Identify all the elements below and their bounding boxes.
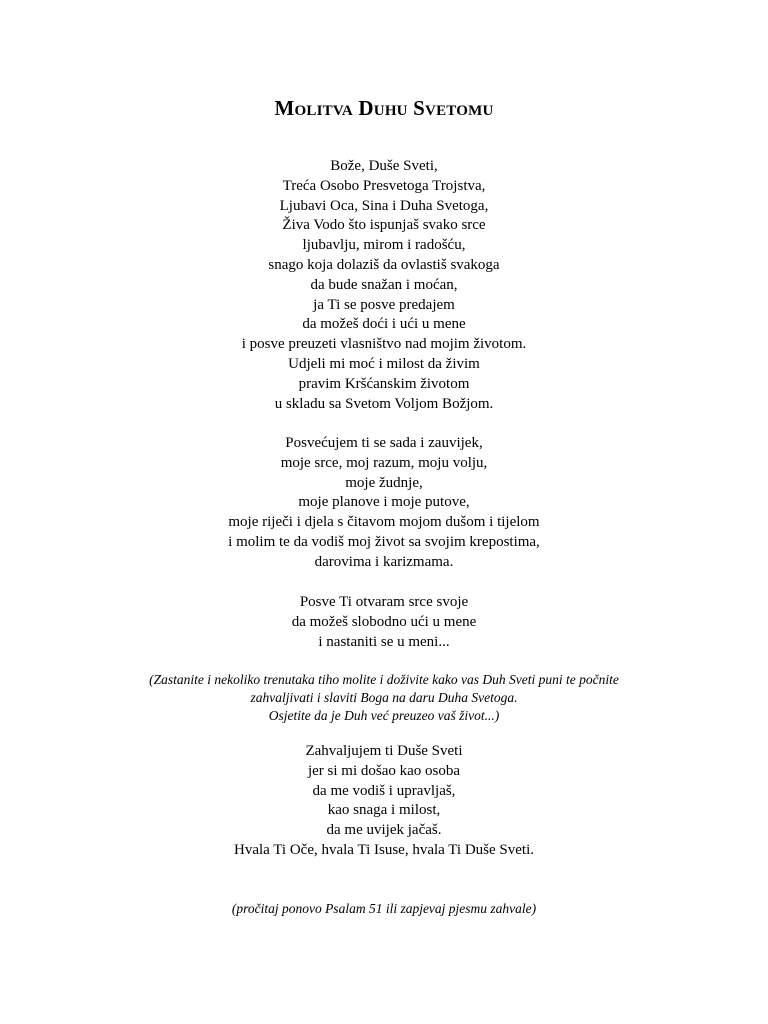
stanza-line: moje žudnje, bbox=[345, 474, 423, 491]
stanza-line: Živa Vodo što ispunjaš svako srce bbox=[282, 217, 486, 234]
stanza-line: Ljubavi Oca, Sina i Duha Svetoga, bbox=[279, 197, 489, 214]
stanza-line: Treća Osobo Presvetoga Trojstva, bbox=[282, 177, 486, 194]
stanza-1 bbox=[0, 157, 768, 414]
stanza-line: da možeš slobodno ući u mene bbox=[291, 613, 477, 630]
stanza-line: i nastaniti se u meni... bbox=[318, 633, 450, 650]
stanza-line: da me uvijek jačaš. bbox=[326, 822, 442, 839]
stanza-line: darovima i karizmama. bbox=[314, 553, 454, 570]
stanza-line: ja Ti se posve predajem bbox=[313, 296, 455, 313]
stanza-line: jer si mi došao kao osoba bbox=[307, 762, 461, 779]
stanza-line: Hvala Ti Oče, hvala Ti Isuse, hvala Ti Duše Sveti. bbox=[233, 841, 534, 858]
stanza-line: Posve Ti otvaram srce svoje bbox=[299, 594, 469, 610]
stanza-line: u skladu sa Svetom Voljom Božjom. bbox=[274, 395, 494, 412]
stanza-4 bbox=[0, 742, 768, 861]
stanza-line: pravim Kršćanskim životom bbox=[298, 375, 470, 392]
page-title: Molitva Duhu Svetomu bbox=[274, 96, 494, 120]
note-line: Osjetite da je Duh već preuzeo vaš život...) bbox=[268, 708, 500, 723]
stanza-line: Udjeli mi moć i milost da živim bbox=[288, 355, 480, 372]
instruction-note bbox=[0, 671, 768, 725]
note-line: (Zastanite i nekoliko trenutaka tiho molite i doživite kako vas Duh Sveti puni te počnite bbox=[149, 672, 619, 687]
stanza-line: kao snaga i milost, bbox=[327, 802, 441, 819]
note-line: zahvaljivati i slaviti Boga na daru Duha Svetoga. bbox=[250, 690, 518, 705]
stanza-3 bbox=[0, 593, 768, 652]
stanza-line: i posve preuzeti vlasništvo nad mojim životom. bbox=[241, 336, 527, 353]
stanza-line: i molim te da vodiš moj život sa svojim krepostima, bbox=[228, 533, 540, 550]
note-line: (pročitaj ponovo Psalam 51 ili zapjevaj pjesmu zahvale) bbox=[231, 901, 537, 916]
stanza-line: snago koja dolaziš da ovlastiš svakoga bbox=[268, 256, 500, 273]
stanza-2 bbox=[0, 434, 768, 573]
stanza-line: moje planove i moje putove, bbox=[298, 494, 470, 511]
closing-note bbox=[0, 900, 768, 918]
stanza-line: moje riječi i djela s čitavom mojom dušom i tijelom bbox=[228, 514, 540, 531]
stanza-line: Bože, Duše Sveti, bbox=[330, 158, 438, 174]
stanza-line: da me vodiš i upravljaš, bbox=[312, 782, 456, 799]
stanza-line: ljubavlju, mirom i radošću, bbox=[302, 237, 466, 254]
stanza-line: Zahvaljujem ti Duše Sveti bbox=[305, 743, 463, 759]
stanza-line: moje srce, moj razum, moju volju, bbox=[280, 454, 488, 471]
stanza-line: da možeš doći i ući u mene bbox=[302, 316, 466, 333]
stanza-line: da bude snažan i moćan, bbox=[310, 276, 458, 293]
stanza-line: Posvećujem ti se sada i zauvijek, bbox=[285, 435, 483, 451]
